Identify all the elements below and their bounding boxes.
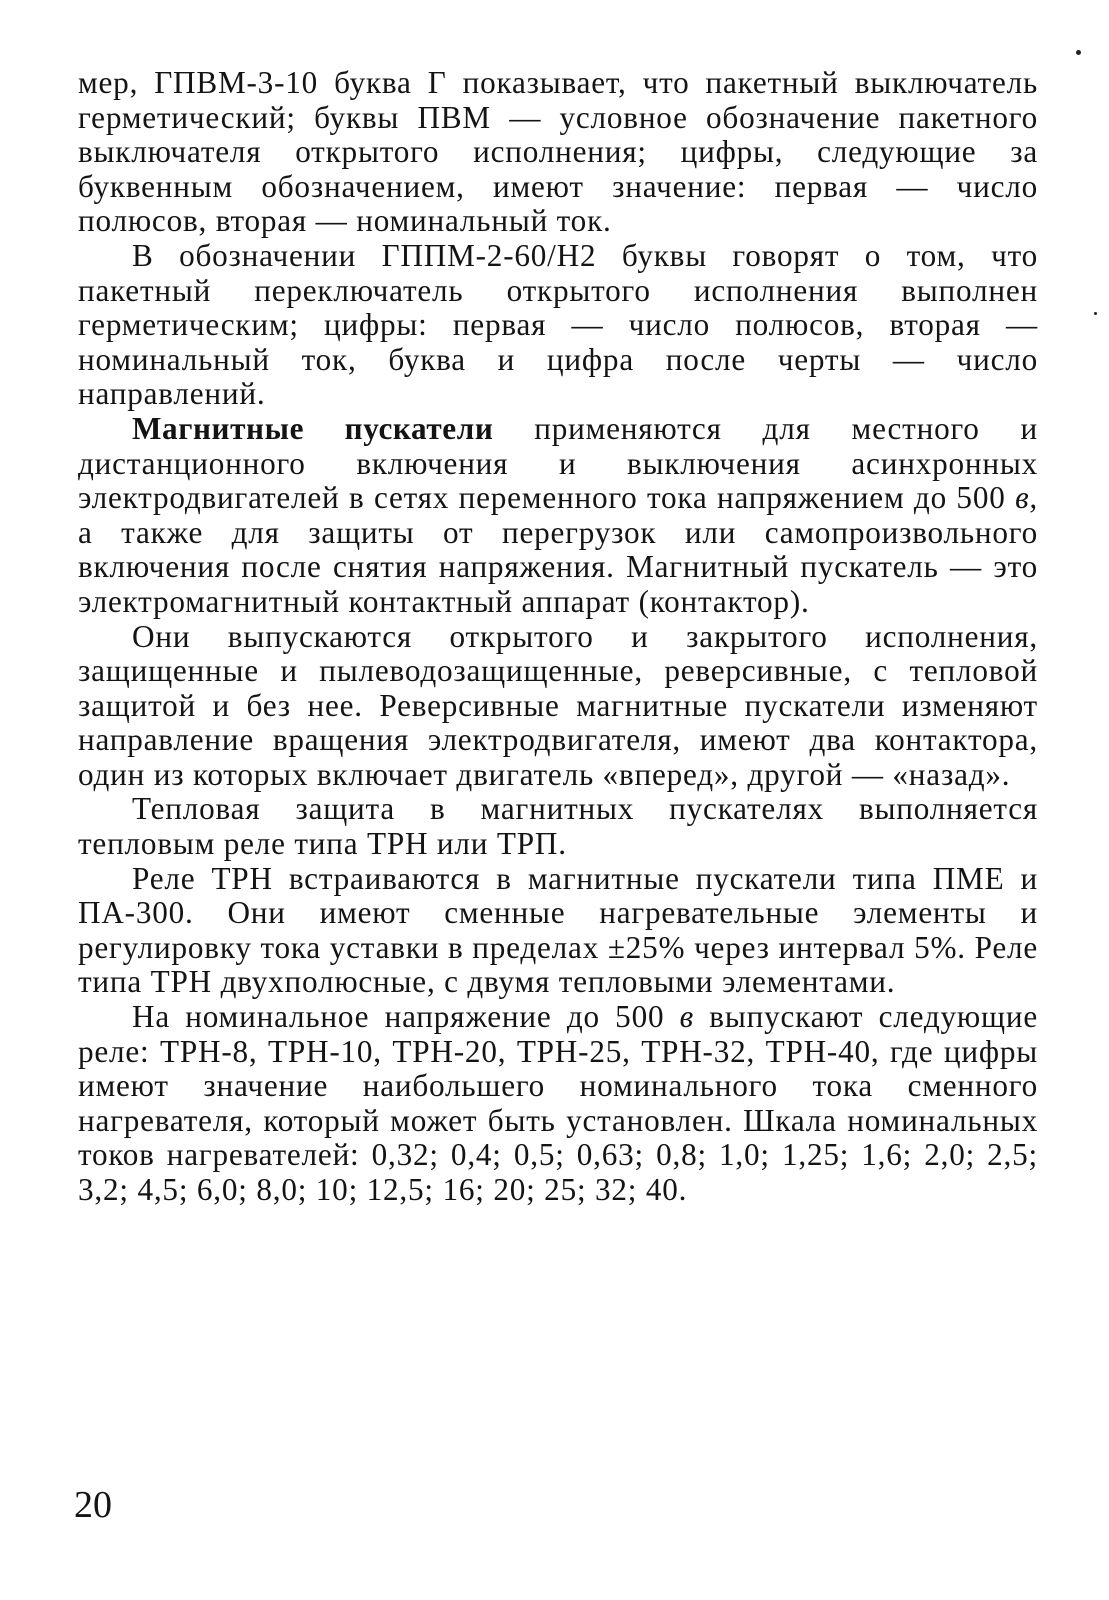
- page-number: 20: [74, 1484, 112, 1526]
- page-body: [78, 66, 1038, 1208]
- scan-speck: [1076, 50, 1081, 55]
- paragraph-5-text: Тепловая защита в магнитных пускателях выполняется тепловым реле типа ТРН или ТРП.: [78, 791, 1038, 862]
- paragraph-3-text-a: применяются для местного и дистанционного включения и выключения асинхронных электродвигателей в сетях переменного тока напряжением до 500: [78, 410, 1038, 516]
- paragraph-3-lead-term: Магнитные пускатели: [132, 410, 494, 446]
- paragraph-7-text-b: выпускают следующие реле: ТРН-8, ТРН-10, ТРН-20, ТРН-25, ТРН-32, ТРН-40, где цифры имеют значение наибольшего номинального тока сменного нагревателя, который может быть установлен. Шкала номинальных токов нагревателей: 0,32; 0,4; 0,5; 0,63; 0,8; 1,0; 1,25; 1,6; 2,0; 2,5; 3,2; 4,5; 6,0; 8,0; 10; 12,5; 16; 20; 25; 32; 40.: [78, 999, 1038, 1207]
- paragraph-7-text-a: На номинальное напряжение до 500: [132, 999, 680, 1035]
- paragraph-4-text: Они выпускаются открытого и закрытого исполнения, защищенные и пылеводозащищенные, реверсивные, с тепловой защитой и без нее. Реверсивные магнитные пускатели изменяют направление вращения электродвигателя, имеют два контактора, один из которых включает двигатель «вперед», другой — «назад».: [78, 618, 1038, 792]
- paragraph-4: [78, 620, 1038, 793]
- paragraph-6-text: Реле ТРН встраиваются в магнитные пускатели типа ПМЕ и ПА-300. Они имеют сменные нагревательные элементы и регулировку тока уставки в пределах ±25% через интервал 5%. Реле типа ТРН двухполюсные, с двумя тепловыми элементами.: [78, 860, 1038, 1000]
- paragraph-2: [78, 239, 1038, 412]
- paragraph-7: [78, 1000, 1038, 1208]
- paragraph-6: [78, 862, 1038, 1000]
- paragraph-1-text: мер, ГПВМ-3-10 буква Г показывает, что пакетный выключатель герметический; буквы ПВМ — условное обозначение пакетного выключателя открытого исполнения; цифры, следующие за буквенным обозначением, имеют значение: первая — число полюсов, вторая — номинальный ток.: [78, 65, 1038, 239]
- paragraph-7-unit: в: [679, 999, 694, 1035]
- scan-speck: [1094, 312, 1097, 315]
- paragraph-1: [78, 66, 1038, 239]
- paragraph-2-text: В обозначении ГППМ-2-60/Н2 буквы говорят о том, что пакетный переключатель открытого исполнения выполнен герметическим; цифры: первая — число полюсов, вторая — номинальный ток, буква и цифра после черты — число направлений.: [78, 237, 1038, 412]
- paragraph-3-unit: в,: [1015, 480, 1038, 516]
- paragraph-3: [78, 412, 1038, 620]
- paragraph-5: [78, 792, 1038, 861]
- paragraph-3-text-b: а также для защиты от перегрузок или самопроизвольного включения после снятия напряжения. Магнитный пускатель — это электромагнитный контактный аппарат (контактор).: [78, 514, 1038, 619]
